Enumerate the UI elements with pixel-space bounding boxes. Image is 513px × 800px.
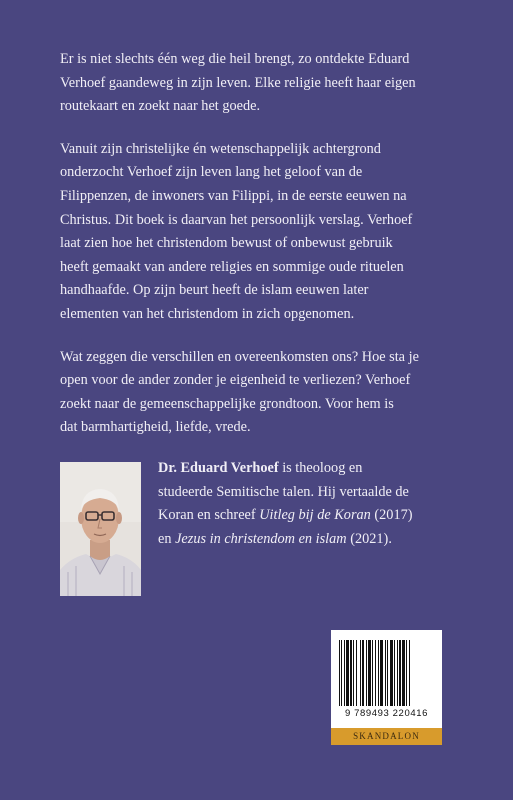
blurb-line: onderzocht Verhoef zijn leven lang het geloof van de: [60, 164, 363, 181]
author-photo: [60, 462, 141, 596]
blurb-line: handhaafde. Op zijn beurt heeft de islam eeuwen later: [60, 282, 369, 299]
blurb-line: heeft gemaakt van andere religies en sommige oude rituelen: [60, 258, 404, 275]
blurb-paragraph-1: [60, 48, 460, 119]
blurb-line: routekaart en zoekt naar het goede.: [60, 98, 261, 115]
blurb-line: laat zien hoe het christendom bewust of onbewust gebruik: [60, 235, 393, 252]
blurb-line: zoekt naar de gemeenschappelijke grondtoon. Voor hem is: [60, 395, 394, 412]
book-year: (2021).: [346, 530, 392, 547]
author-bio: [158, 457, 460, 551]
blurb-line: Filippenzen, de inwoners van Filippi, in de eerste eeuwen na: [60, 187, 407, 204]
blurb-line: elementen van het christendom in zich opgenomen.: [60, 305, 355, 322]
author-bio-text: Koran en schreef: [158, 507, 260, 524]
blurb-line: Er is niet slechts één weg die heil brengt, zo ontdekte Eduard: [60, 51, 410, 67]
book-title: Jezus in christendom en islam: [175, 530, 347, 547]
blurb-paragraph-3: [60, 346, 460, 440]
author-bio-text: studeerde Semitische talen. Hij vertaalde de: [158, 483, 409, 500]
blurb-line: Vanuit zijn christelijke én wetenschappelijk achtergrond: [60, 140, 381, 157]
blurb-line: Christus. Dit boek is daarvan het persoonlijk verslag. Verhoef: [60, 211, 413, 228]
author-name: Dr. Eduard Verhoef: [158, 460, 279, 476]
isbn-number: 9 789493 220416: [345, 708, 428, 719]
blurb-line: Verhoef gaandeweg in zijn leven. Elke religie heeft haar eigen: [60, 74, 416, 91]
author-bio-text: is theoloog en: [278, 460, 363, 476]
publisher-logo: SKANDALON: [331, 728, 442, 745]
blurb-line: dat barmhartigheid, liefde, vrede.: [60, 419, 251, 436]
book-year: (2017): [370, 507, 413, 524]
book-title: Uitleg bij de Koran: [259, 507, 371, 524]
author-bio-text: en: [158, 530, 176, 547]
blurb-line: Wat zeggen die verschillen en overeenkomsten ons? Hoe sta je: [60, 348, 419, 365]
back-cover-blurb: [60, 48, 460, 459]
author-portrait-image: [60, 462, 141, 596]
isbn-barcode: [331, 630, 442, 728]
blurb-paragraph-2: [60, 138, 460, 327]
blurb-line: open voor de ander zonder je eigenheid te verliezen? Verhoef: [60, 372, 411, 389]
barcode-bars: [339, 640, 434, 706]
